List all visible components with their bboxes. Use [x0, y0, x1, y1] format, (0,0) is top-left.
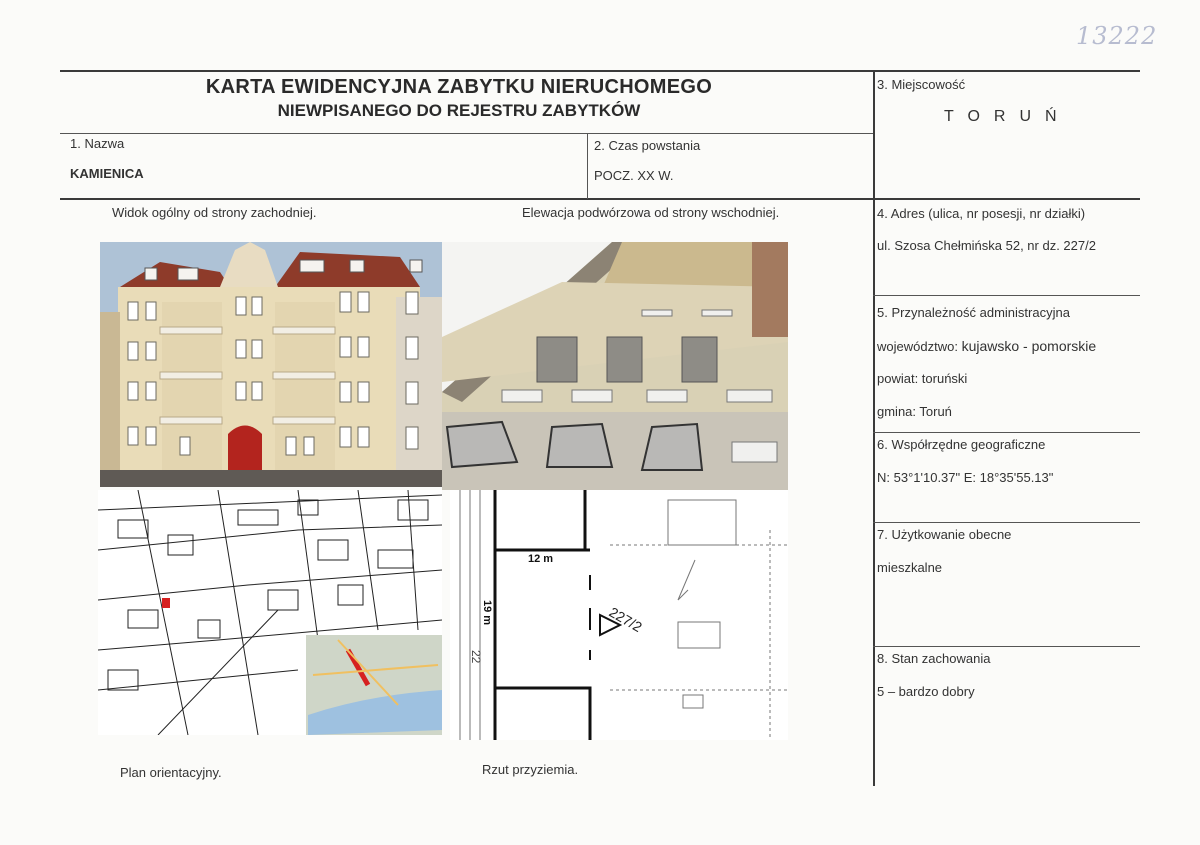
orientation-map-image: [98, 490, 442, 735]
usage-label: 7. Użytkowanie obecne: [877, 527, 1012, 542]
divider-admin: [873, 432, 1140, 433]
divider-name-period: [587, 133, 588, 199]
place-label: 3. Miejscowość: [877, 77, 966, 92]
period-label: 2. Czas powstania: [594, 138, 701, 153]
admin-label: 5. Przynależność administracyjna: [877, 305, 1070, 320]
photo-east-elevation-image: [442, 242, 788, 490]
voivodeship-value: kujawsko - pomorskie: [961, 338, 1097, 354]
plan-width-label: 12 m: [528, 553, 554, 565]
photo-west-facade-image: [100, 242, 442, 487]
photo-west-facade: [100, 242, 442, 487]
caption-photo-east: Elewacja podwórzowa od strony wschodniej.: [522, 205, 780, 220]
county-value: powiat: toruński: [877, 371, 968, 386]
divider-address: [873, 295, 1140, 296]
commune-value: gmina: Toruń: [877, 404, 952, 419]
usage-value: mieszkalne: [877, 560, 943, 575]
card-subtitle: NIEWPISANEGO DO REJESTRU ZABYTKÓW: [277, 101, 641, 120]
address-value: ul. Szosa Chełmińska 52, nr dz. 227/2: [877, 238, 1096, 253]
coords-value: N: 53°1'10.37" E: 18°35'55.13": [877, 470, 1054, 485]
handwritten-catalog-number: 13222: [1076, 22, 1158, 50]
orientation-map: [98, 490, 442, 735]
divider-right-column: [873, 70, 875, 786]
voivodeship-row: [877, 338, 1096, 354]
photo-east-elevation: [442, 242, 788, 490]
divider-fields: [60, 198, 1140, 200]
address-label: 4. Adres (ulica, nr posesji, nr działki): [877, 206, 1086, 221]
caption-plan: Rzut przyziemia.: [482, 762, 579, 777]
caption-map: Plan orientacyjny.: [120, 765, 222, 780]
place-value: TORUŃ: [944, 108, 1071, 125]
plan-side-label: 22: [469, 650, 483, 664]
frame-top-line: [60, 70, 1140, 72]
voivodeship-key: województwo:: [877, 339, 958, 354]
plan-depth-label: 19 m: [481, 600, 493, 626]
ground-floor-plan-drawing: [450, 490, 788, 740]
plan-parcel-label: 227/2: [606, 603, 645, 636]
condition-label: 8. Stan zachowania: [877, 651, 991, 666]
name-label: 1. Nazwa: [70, 136, 125, 151]
caption-photo-west: Widok ogólny od strony zachodniej.: [112, 205, 317, 220]
period-value: POCZ. XX W.: [594, 168, 674, 183]
ground-floor-plan: [450, 490, 788, 740]
condition-value: 5 – bardzo dobry: [877, 684, 975, 699]
card-title: KARTA EWIDENCYJNA ZABYTKU NIERUCHOMEGO: [205, 76, 713, 98]
name-value: KAMIENICA: [70, 166, 144, 181]
divider-coords: [873, 522, 1140, 523]
divider-title: [60, 133, 874, 134]
divider-usage: [873, 646, 1140, 647]
coords-label: 6. Współrzędne geograficzne: [877, 437, 1046, 452]
